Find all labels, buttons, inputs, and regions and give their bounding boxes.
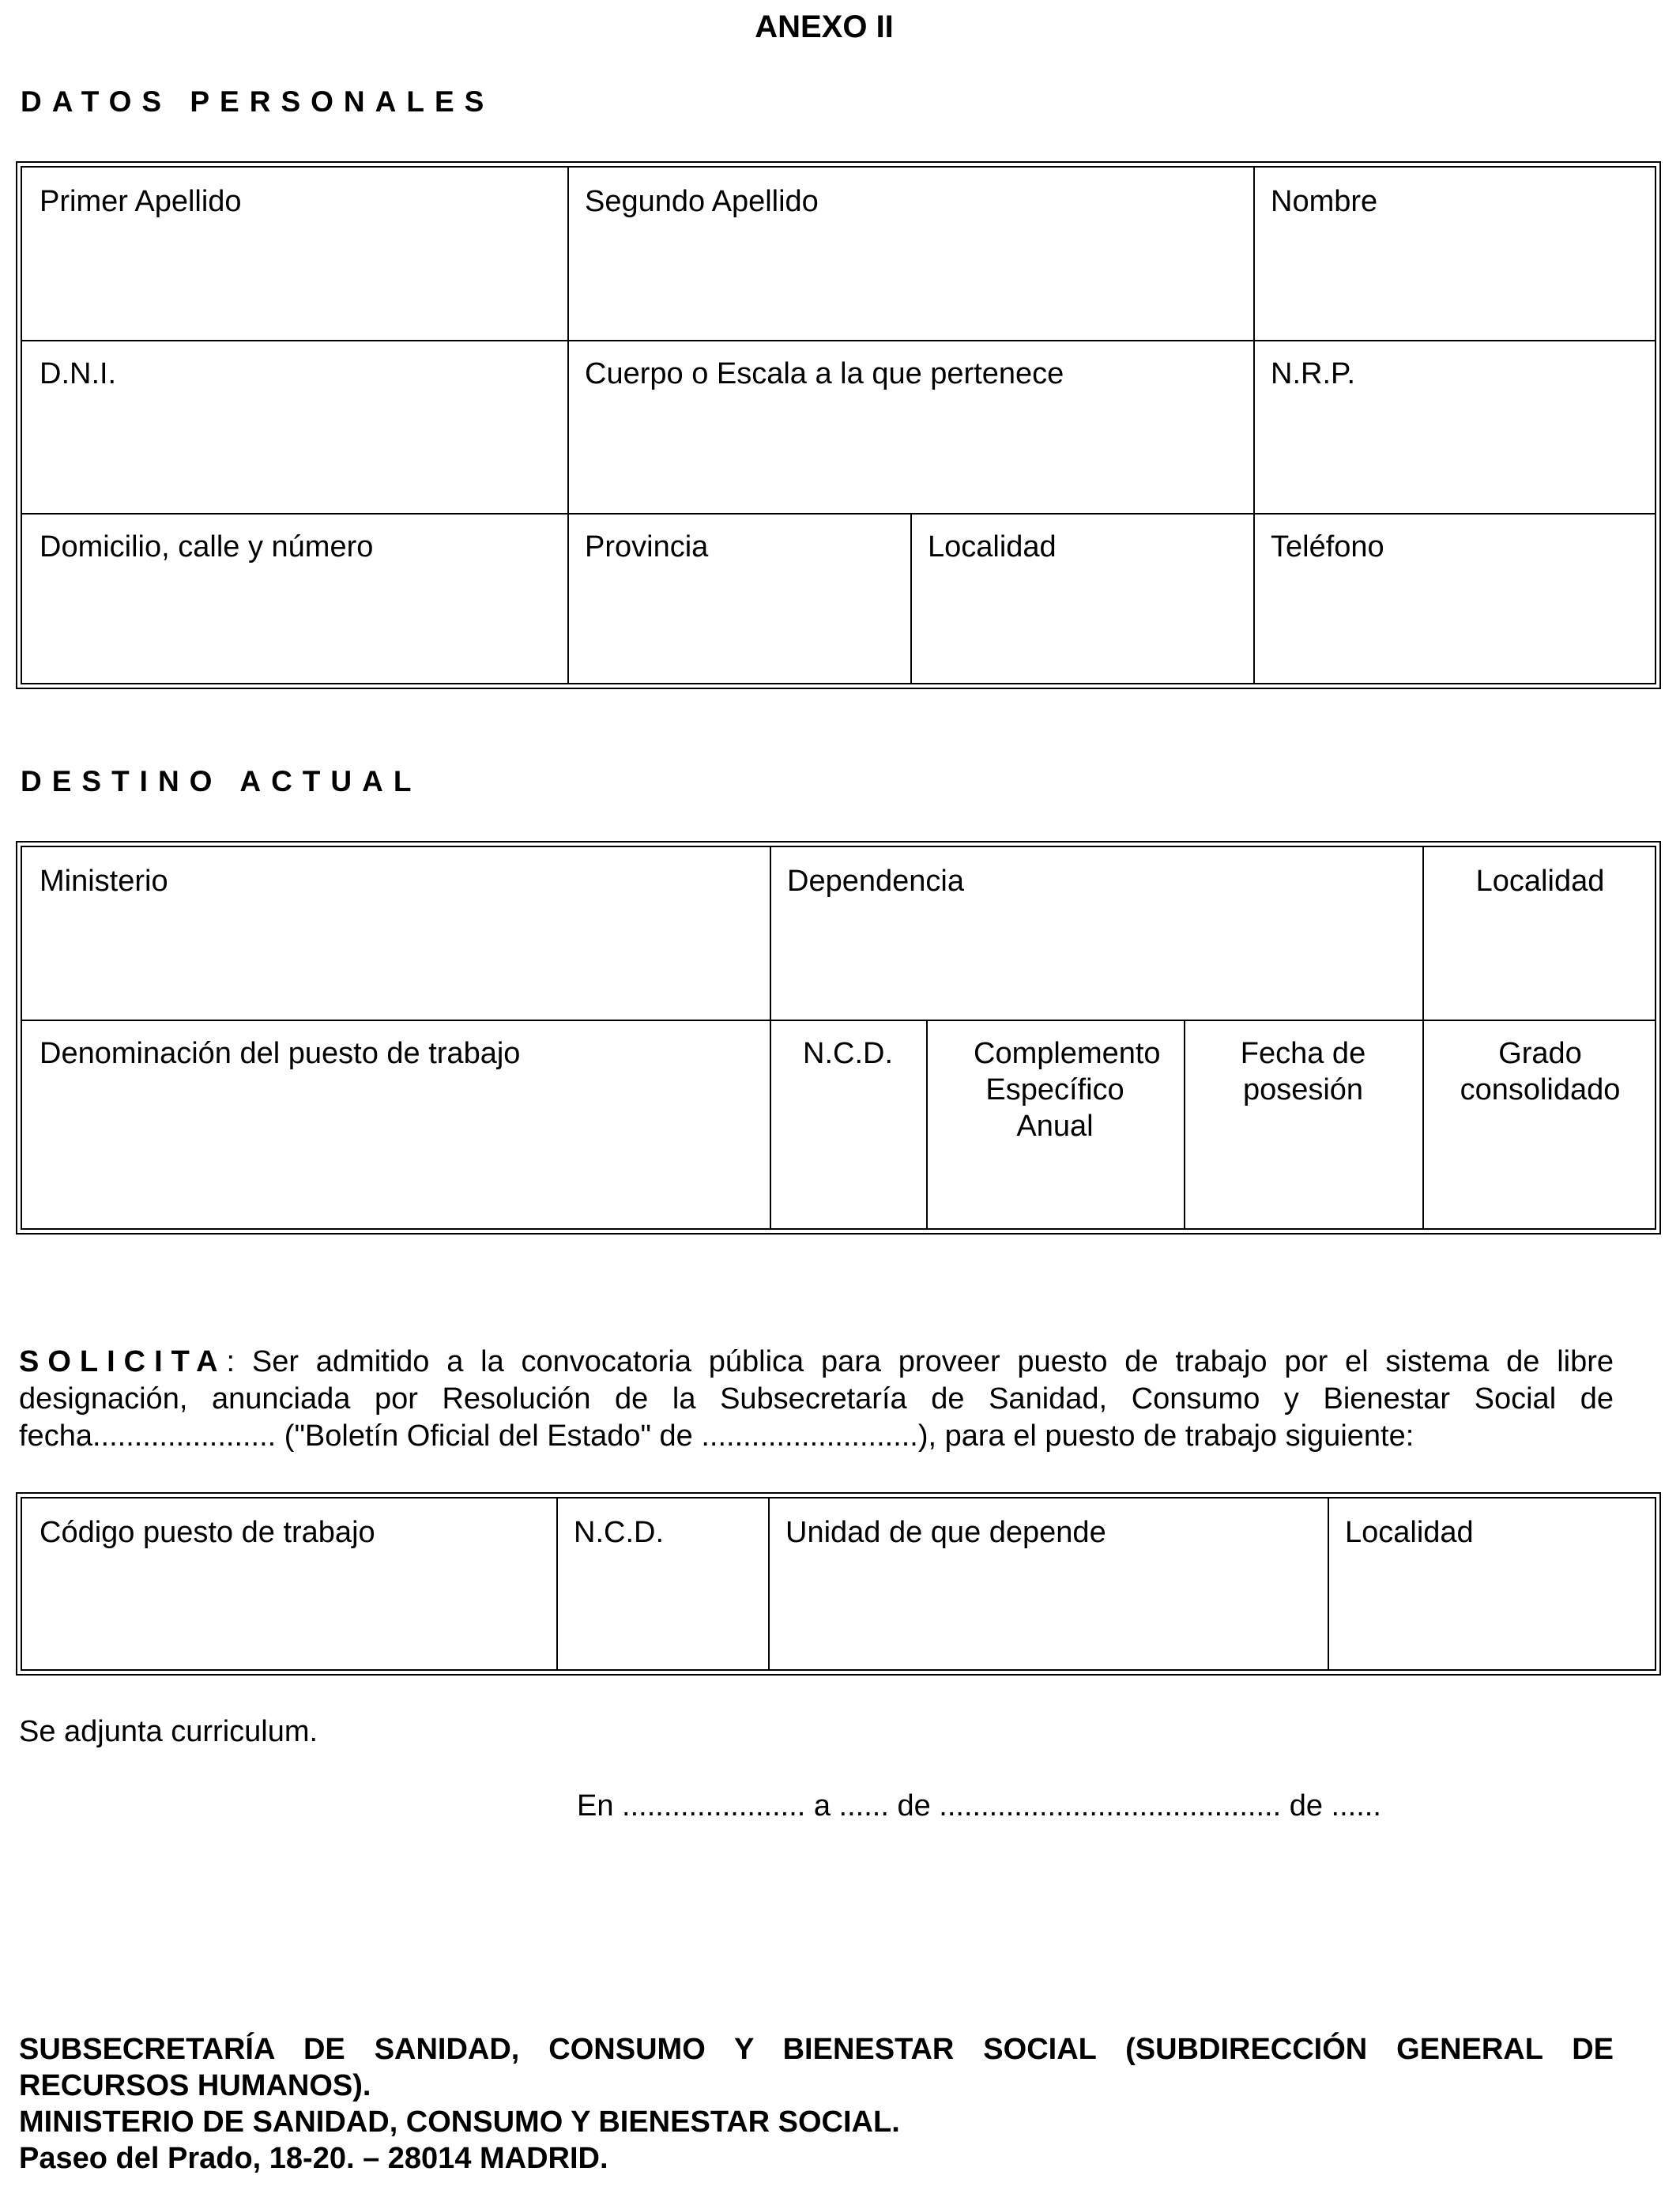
solicita-label: SOLICITA (19, 1345, 227, 1378)
segundo-apellido-label: Segundo Apellido (585, 185, 819, 218)
puesto-localidad-label: Localidad (1345, 1516, 1474, 1549)
fecha-lugar-line: En ...................... a ...... de ......................................... de ...... (577, 1789, 1381, 1823)
nombre-label: Nombre (1271, 185, 1378, 218)
destino-localidad-label: Localidad (1475, 865, 1605, 898)
dni-label: D.N.I. (40, 357, 117, 390)
localidad-field[interactable] (910, 513, 1253, 685)
nombre-field[interactable] (1253, 168, 1658, 340)
unidad-depende-label: Unidad de que depende (785, 1516, 1106, 1549)
primer-apellido-label: Primer Apellido (40, 185, 242, 218)
section-heading-datos-personales: DATOS PERSONALES (21, 85, 495, 118)
denominacion-puesto-field[interactable] (22, 1020, 770, 1231)
footer-line-4: Paseo del Prado, 18-20. – 28014 MADRID. (19, 2142, 608, 2175)
footer-line-2: RECURSOS HUMANOS). (19, 2069, 371, 2102)
fecha-posesion-field[interactable] (1184, 1020, 1422, 1231)
localidad-label: Localidad (928, 530, 1057, 564)
telefono-field[interactable] (1253, 513, 1658, 685)
grado-consolidado-label: Grado consolidado (1460, 1037, 1621, 1106)
primer-apellido-field[interactable] (22, 168, 567, 340)
page-title: ANEXO II (755, 9, 894, 44)
ministerio-field[interactable] (22, 847, 770, 1020)
footer-line-3: MINISTERIO DE SANIDAD, CONSUMO Y BIENESTAR SOCIAL. (19, 2105, 900, 2139)
domicilio-field[interactable] (22, 513, 567, 685)
domicilio-label: Domicilio, calle y número (40, 530, 374, 564)
puesto-ncd-label: N.C.D. (574, 1516, 664, 1549)
fecha-posesion-label: Fecha de posesión (1240, 1037, 1366, 1106)
solicita-text: : Ser admitido a la convocatoria pública para proveer puesto de trabajo por el sistema de libre designación, anunciada por Resolución de la Subsecretaría de Sanidad, Consumo y Bienestar Social de fecha...................... ("Boletín Oficial del Estado" de ..........................), para el puesto de trabajo siguiente: (19, 1345, 1614, 1453)
footer-line-1: SUBSECRETARÍA DE SANIDAD, CONSUMO Y BIENESTAR SOCIAL (SUBDIRECCIÓN GENERAL DE (19, 2033, 1614, 2066)
destino-ncd-field[interactable] (770, 1020, 926, 1231)
cuerpo-escala-field[interactable] (567, 340, 1253, 513)
destino-localidad-field[interactable] (1422, 847, 1658, 1020)
unidad-depende-field[interactable] (768, 1498, 1328, 1669)
segundo-apellido-field[interactable] (567, 168, 1253, 340)
cuerpo-escala-label: Cuerpo o Escala a la que pertenece (585, 357, 1064, 390)
datos-personales-table (16, 161, 1661, 689)
dni-field[interactable] (22, 340, 567, 513)
nrp-field[interactable] (1253, 340, 1658, 513)
puesto-solicitado-table (16, 1492, 1661, 1676)
puesto-ncd-field[interactable] (556, 1498, 768, 1669)
ministerio-label: Ministerio (40, 865, 168, 898)
puesto-localidad-field[interactable] (1328, 1498, 1658, 1669)
complemento-especifico-label: Complemento Específico Anual (974, 1037, 1161, 1143)
provincia-field[interactable] (567, 513, 910, 685)
codigo-puesto-label: Código puesto de trabajo (40, 1516, 375, 1549)
destino-ncd-label: N.C.D. (803, 1037, 893, 1070)
adjunta-curriculum: Se adjunta curriculum. (19, 1715, 318, 1748)
section-heading-destino-actual: DESTINO ACTUAL (21, 765, 422, 797)
footer-address (19, 2031, 1614, 2177)
provincia-label: Provincia (585, 530, 709, 564)
telefono-label: Teléfono (1271, 530, 1384, 564)
solicita-paragraph (19, 1344, 1614, 1455)
dependencia-field[interactable] (770, 847, 1422, 1020)
dependencia-label: Dependencia (787, 865, 964, 898)
complemento-especifico-field[interactable] (926, 1020, 1184, 1231)
nrp-label: N.R.P. (1271, 357, 1356, 390)
denominacion-puesto-label: Denominación del puesto de trabajo (40, 1037, 521, 1070)
grado-consolidado-field[interactable] (1422, 1020, 1658, 1231)
destino-actual-table (16, 841, 1661, 1235)
codigo-puesto-field[interactable] (22, 1498, 556, 1669)
